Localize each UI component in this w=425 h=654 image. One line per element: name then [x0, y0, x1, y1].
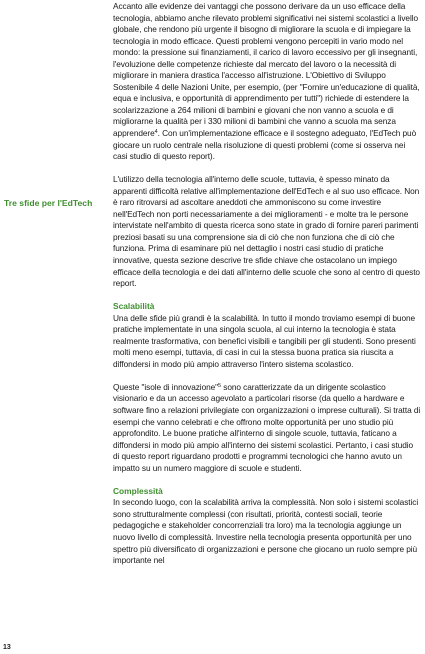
scalabilita-paragraph-1: Una delle sfide più grandi è la scalabilità. In tutto il mondo troviamo esempi di buone pratiche implementate in una singola scuola, al cui interno la tecnologia è stata realmente trasformativa, con benefici visibili e tangibili per gli studenti. Sono presenti molti meno esempi, tuttavia, di casi in cui la stessa buona pratica sia riuscita a diffondersi in modo più ampio attraverso l'intero sistema scolastico. — [113, 312, 416, 369]
intro-paragraph — [113, 1, 421, 163]
page-number: 13 — [3, 644, 11, 651]
sfide-paragraph: L'utilizzo della tecnologia all'interno delle scuole, tuttavia, è spesso minato da apparenti difficoltà relative all'implementazione dell'EdTech e al suo uso efficace. Non è raro ritrovarsi ad ascoltare aneddoti che ammoniscono su come investire nell'EdTech non porti necessariamente a dei miglioramenti - e molte tra le persone intervistate nell'ambito di questa ricerca sono state in grado di fornire pareri parimenti preziosi basati su una comprensione sia di ciò che non funziona che di ciò che funziona. Prima di esaminare più nel dettaglio i nostri casi studio di pratiche innovative, questa sezione descrive tre sfide chiave che ostacolano un impiego efficace della tecnologia e dei dati all'interno delle scuole che sono al centro di questo report. — [113, 174, 420, 289]
intro-text-b: . Con un'implementazione efficace e il sostegno adeguato, l'EdTech può giocare un ruolo centrale nella risoluzione di questi problemi (come si osserva nei casi studio di questo report). — [113, 128, 417, 162]
scalabilita-text-2a: Queste "isole di innovazione" — [113, 381, 219, 392]
footnote-ref-4: 4 — [154, 129, 158, 136]
footnote-ref-5: 5 — [218, 382, 222, 389]
subheading-scalabilita: Scalabilità — [113, 301, 155, 312]
section-heading-tre-sfide: Tre sfide per l'EdTech — [4, 198, 93, 208]
scalabilita-text-2b: sono caratterizzate da un dirigente scolastico visionario e da un accesso agevolato a particolari risorse (da quello a hardware e software fino a relazioni privilegiate con organizzazioni o imprese culturali). Si tratta di esempi che vanno celebrati e che offrono molte opportunità per uno studio più approfondito. Le buone pratiche all'interno di singole scuole, tuttavia, faticano a diffondersi in modo più ampio all'interno dei sistemi scolastici. Pertanto, i casi studio di questo report riguardano prodotti e programmi tecnologici che hanno avuto un impatto su un numero maggiore di scuole e studenti. — [113, 381, 421, 473]
intro-text-a: Accanto alle evidenze dei vantaggi che possono derivare da un uso efficace della tecnologia, abbiamo anche rilevato problemi significativi nei sistemi scolastici a livello globale, che rendono più urgente il bisogno di migliorare la scuola e di impiegare la tecnologia in modo efficace. Questi problemi vengono percepiti in vario modo nel mondo: la pressione sui finanziamenti, il carico di lavoro eccessivo per gli insegnanti, l'evoluzione delle competenze richieste dal mercato del lavoro o la necessità di migliorare in maniera drastica l'accesso all'istruzione. L'Obiettivo di Sviluppo Sostenibile 4 delle Nazioni Unite, per esempio, (per "Fornire un'educazione di qualità, equa e inclusiva, e opportunità di apprendimento per tutti") richiede di estendere la scolarizzazione a 264 milioni di bambini e giovani che non vanno a scuola e di migliorarne la qualità per i 330 milioni di bambini che vanno a scuola ma senza apprendere — [113, 1, 420, 139]
scalabilita-paragraph-2 — [113, 382, 421, 474]
complessita-paragraph: In secondo luogo, con la scalabilità arriva la complessità. Non solo i sistemi scolastici sono strutturalmente complessi (con risultati, priorità, contesti sociali, teorie pedagogiche e stakeholder concorrenziali tra loro) ma la tecnologia aggiunge un nuovo livello di complessità. Investire nella tecnologia presenta opportunità per uno spettro più diversificato di organizzazioni e persone che giocano un ruolo sempre più importante nel — [113, 497, 419, 566]
subheading-complessita: Complessità — [113, 485, 163, 496]
main-text-column — [113, 1, 421, 567]
